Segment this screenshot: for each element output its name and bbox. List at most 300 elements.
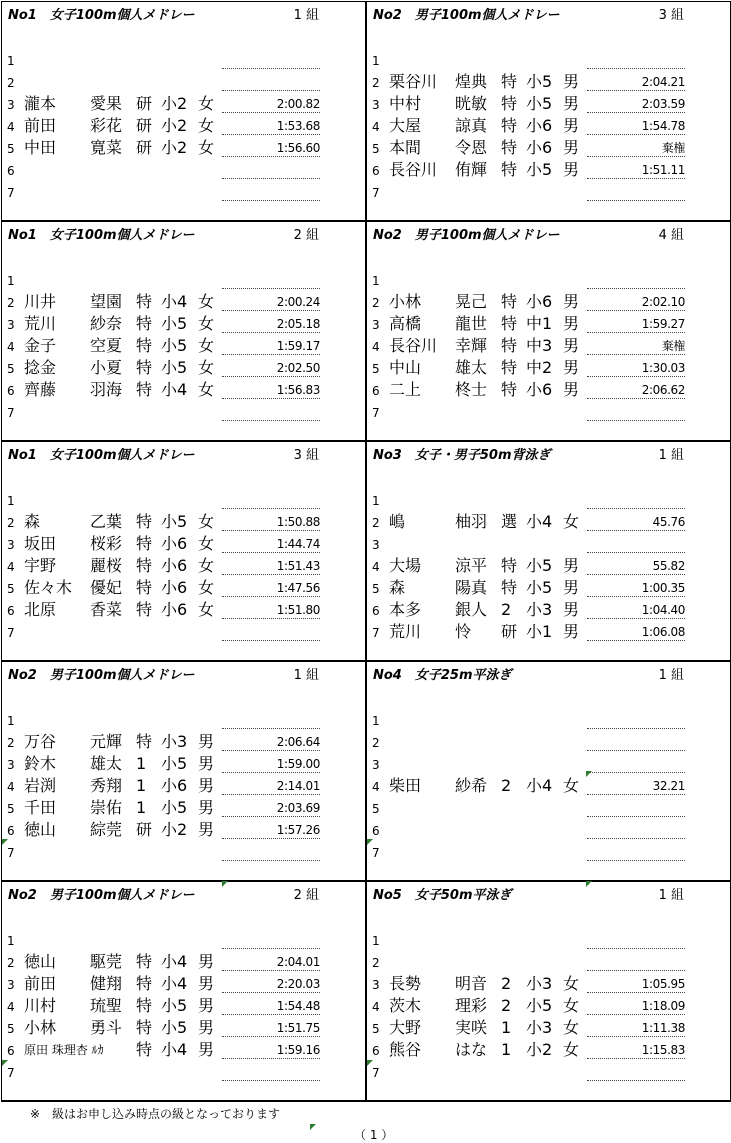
club-code: 特 xyxy=(136,1040,153,1059)
gender: 女 xyxy=(198,314,215,333)
entry-time: 1:00.35 xyxy=(587,580,685,597)
lane-row xyxy=(2,115,365,137)
lane-number: 2 xyxy=(7,76,15,90)
gender: 女 xyxy=(563,974,580,993)
entry-time: 2:00.82 xyxy=(222,96,320,113)
lane-row xyxy=(2,137,365,159)
entry-time: 2:04.01 xyxy=(222,954,320,971)
club-code: 研 xyxy=(136,820,153,839)
lane-number: 4 xyxy=(372,120,380,134)
lane-number: 7 xyxy=(7,626,15,640)
school-grade: 小5 xyxy=(526,160,553,179)
gender: 女 xyxy=(563,776,580,795)
lane-number: 2 xyxy=(7,736,15,750)
heat-number: 1 組 xyxy=(658,888,684,903)
gender: 女 xyxy=(198,534,215,553)
entry-time xyxy=(587,844,685,861)
club-code: 研 xyxy=(136,94,153,113)
comment-marker xyxy=(367,839,373,845)
entry-time xyxy=(222,272,320,289)
gender: 女 xyxy=(563,512,580,531)
event-title: No2 男子100m個人メドレー xyxy=(8,888,195,903)
gender: 女 xyxy=(198,292,215,311)
lane-number: 2 xyxy=(372,956,380,970)
lane-number: 5 xyxy=(372,1022,380,1036)
lane-number: 6 xyxy=(372,604,380,618)
school-grade: 小6 xyxy=(526,292,553,311)
lane-number: 2 xyxy=(372,516,380,530)
lane-row xyxy=(2,533,365,555)
club-code: 研 xyxy=(501,622,518,641)
club-code: 特 xyxy=(136,556,153,575)
swimmer-given-name: 龍世 xyxy=(455,314,488,333)
entry-time: 1:56.60 xyxy=(222,140,320,157)
entry-time: 45.76 xyxy=(587,514,685,531)
swimmer-surname: 栗谷川 xyxy=(389,72,438,91)
school-grade: 小6 xyxy=(161,578,188,597)
club-code: 特 xyxy=(136,732,153,751)
swimmer-given-name: 明音 xyxy=(455,974,488,993)
swimmer-surname: 鈴木 xyxy=(24,754,57,773)
swimmer-given-name: 涼平 xyxy=(455,556,488,575)
gender: 女 xyxy=(563,996,580,1015)
entry-time: 1:59.00 xyxy=(222,756,320,773)
lane-row xyxy=(367,115,730,137)
club-code: 1 xyxy=(136,776,147,795)
lane-row xyxy=(2,291,365,313)
page-number: （ 1 ） xyxy=(354,1128,394,1142)
swimmer-given-name: 羽海 xyxy=(90,380,123,399)
swimmer-given-name: 小夏 xyxy=(90,358,123,377)
lane-row xyxy=(2,357,365,379)
club-code: 特 xyxy=(136,534,153,553)
school-grade: 小4 xyxy=(161,380,188,399)
club-code: 特 xyxy=(136,380,153,399)
entry-time: 2:02.10 xyxy=(587,294,685,311)
school-grade: 小5 xyxy=(161,314,188,333)
club-code: 選 xyxy=(501,512,518,531)
entry-time: 1:06.08 xyxy=(587,624,685,641)
gender: 男 xyxy=(563,622,580,641)
club-code: 特 xyxy=(501,336,518,355)
lane-number: 5 xyxy=(7,802,15,816)
lane-row xyxy=(367,621,730,643)
entry-time: 1:50.88 xyxy=(222,514,320,531)
swimmer-surname: 小林 xyxy=(24,1018,57,1037)
entry-time xyxy=(587,932,685,949)
lane-number: 2 xyxy=(372,76,380,90)
swimmer-surname: 柴田 xyxy=(389,776,422,795)
lane-number: 1 xyxy=(372,54,380,68)
lane-row xyxy=(2,929,365,951)
gender: 男 xyxy=(563,600,580,619)
footer-note: ※ 級はお申し込み時点の級となっております xyxy=(30,1107,281,1121)
swimmer-surname: 瀧本 xyxy=(24,94,57,113)
school-grade: 小6 xyxy=(161,534,188,553)
gender: 男 xyxy=(198,754,215,773)
swimmer-given-name: 乙葉 xyxy=(90,512,123,531)
entry-time: 2:20.03 xyxy=(222,976,320,993)
lane-row xyxy=(367,511,730,533)
lane-number: 7 xyxy=(372,406,380,420)
event-title: No1 女子100m個人メドレー xyxy=(8,448,195,463)
entry-time: 2:05.18 xyxy=(222,316,320,333)
club-code: 研 xyxy=(136,138,153,157)
swimmer-given-name: 陽真 xyxy=(455,578,488,597)
lane-number: 2 xyxy=(7,516,15,530)
entry-time: 棄権 xyxy=(587,338,685,355)
school-grade: 小5 xyxy=(526,996,553,1015)
swimmer-surname: 佐々木 xyxy=(24,578,73,597)
gender: 男 xyxy=(198,952,215,971)
lane-number: 3 xyxy=(7,758,15,772)
swimmer-surname: 長勢 xyxy=(389,974,422,993)
swimmer-surname: 北原 xyxy=(24,600,57,619)
school-grade: 小5 xyxy=(526,556,553,575)
entry-time xyxy=(587,800,685,817)
comment-marker xyxy=(2,1060,8,1066)
lane-row xyxy=(2,49,365,71)
lane-row xyxy=(2,731,365,753)
lane-row xyxy=(367,599,730,621)
swimmer-surname: 森 xyxy=(389,578,406,597)
gender: 女 xyxy=(198,94,215,113)
school-grade: 小3 xyxy=(526,974,553,993)
school-grade: 小5 xyxy=(526,94,553,113)
club-code: 2 xyxy=(501,776,512,795)
lane-row xyxy=(367,731,730,753)
lane-row xyxy=(2,181,365,203)
entry-time xyxy=(222,492,320,509)
swimmer-surname: 中山 xyxy=(389,358,422,377)
lane-number: 1 xyxy=(7,54,15,68)
lane-row xyxy=(2,1061,365,1083)
entry-time: 1:51.75 xyxy=(222,1020,320,1037)
school-grade: 小4 xyxy=(161,1040,188,1059)
entry-time: 1:57.26 xyxy=(222,822,320,839)
lane-row xyxy=(2,973,365,995)
lane-number: 4 xyxy=(7,560,15,574)
school-grade: 小3 xyxy=(161,732,188,751)
entry-time: 1:11.38 xyxy=(587,1020,685,1037)
gender: 女 xyxy=(198,116,215,135)
swimmer-given-name: 実咲 xyxy=(455,1018,488,1037)
gender: 女 xyxy=(198,600,215,619)
lane-number: 1 xyxy=(372,714,380,728)
gender: 男 xyxy=(563,160,580,179)
club-code: 特 xyxy=(136,996,153,1015)
event-title: No2 男子100m個人メドレー xyxy=(373,228,560,243)
entry-time: 1:56.83 xyxy=(222,382,320,399)
lane-row xyxy=(2,995,365,1017)
lane-number: 7 xyxy=(372,186,380,200)
event-block xyxy=(367,2,730,220)
school-grade: 小6 xyxy=(161,600,188,619)
club-code: 特 xyxy=(136,358,153,377)
lane-row xyxy=(2,379,365,401)
gender: 女 xyxy=(198,138,215,157)
event-title: No2 男子100m個人メドレー xyxy=(8,668,195,683)
lane-row xyxy=(2,621,365,643)
school-grade: 小3 xyxy=(526,600,553,619)
gender: 女 xyxy=(198,512,215,531)
entry-time xyxy=(587,712,685,729)
club-code: 特 xyxy=(501,116,518,135)
swimmer-given-name: 侑輝 xyxy=(455,160,488,179)
event-block xyxy=(2,442,365,660)
swimmer-surname: 前田 xyxy=(24,116,57,135)
heat-number: 2 組 xyxy=(293,228,319,243)
lane-number: 6 xyxy=(7,824,15,838)
lane-number: 4 xyxy=(372,780,380,794)
swimmer-given-name: 令恩 xyxy=(455,138,488,157)
entry-time xyxy=(587,184,685,201)
heat-number: 2 組 xyxy=(293,888,319,903)
entry-time xyxy=(222,74,320,91)
swimmer-surname: 本間 xyxy=(389,138,422,157)
entry-time xyxy=(222,932,320,949)
lane-number: 3 xyxy=(372,538,380,552)
club-code: 研 xyxy=(136,116,153,135)
lane-row xyxy=(367,159,730,181)
entry-time: 1:54.78 xyxy=(587,118,685,135)
gender: 女 xyxy=(563,1040,580,1059)
swimmer-surname: 岩渕 xyxy=(24,776,57,795)
school-grade: 小1 xyxy=(526,622,553,641)
gender: 男 xyxy=(563,358,580,377)
swimmer-surname: 千田 xyxy=(24,798,57,817)
lane-row xyxy=(2,1039,365,1061)
swimmer-given-name: 彩花 xyxy=(90,116,123,135)
school-grade: 小6 xyxy=(526,138,553,157)
heat-number: 1 組 xyxy=(293,8,319,23)
entry-time: 2:06.64 xyxy=(222,734,320,751)
club-code: 特 xyxy=(136,578,153,597)
comment-marker xyxy=(222,881,228,887)
entry-time: 1:53.68 xyxy=(222,118,320,135)
entry-time: 2:06.62 xyxy=(587,382,685,399)
swimmer-given-name: 望園 xyxy=(90,292,123,311)
gender: 男 xyxy=(563,336,580,355)
entry-time xyxy=(587,822,685,839)
lane-row xyxy=(2,577,365,599)
lane-number: 3 xyxy=(372,758,380,772)
swimmer-given-name: 空夏 xyxy=(90,336,123,355)
swimmer-surname: 宇野 xyxy=(24,556,57,575)
school-grade: 小5 xyxy=(161,358,188,377)
school-grade: 小6 xyxy=(161,776,188,795)
lane-number: 6 xyxy=(372,1044,380,1058)
entry-time: 2:04.21 xyxy=(587,74,685,91)
swimmer-surname: 捻金 xyxy=(24,358,57,377)
entry-time: 1:04.40 xyxy=(587,602,685,619)
lane-row xyxy=(367,819,730,841)
lane-number: 4 xyxy=(7,1000,15,1014)
lane-row xyxy=(367,709,730,731)
lane-number: 5 xyxy=(7,1022,15,1036)
club-code: 特 xyxy=(501,314,518,333)
school-grade: 小4 xyxy=(161,952,188,971)
swimmer-surname: 小林 xyxy=(389,292,422,311)
swimmer-given-name: 優妃 xyxy=(90,578,123,597)
swimmer-surname: 齊藤 xyxy=(24,380,57,399)
lane-number: 7 xyxy=(7,186,15,200)
swimmer-given-name: 紗希 xyxy=(455,776,488,795)
swimmer-surname: 長谷川 xyxy=(389,160,438,179)
entry-time: 1:51.43 xyxy=(222,558,320,575)
school-grade: 小2 xyxy=(161,94,188,113)
lane-row xyxy=(367,555,730,577)
club-code: 特 xyxy=(501,380,518,399)
entry-time: 1:47.56 xyxy=(222,580,320,597)
lane-row xyxy=(367,137,730,159)
school-grade: 小5 xyxy=(161,512,188,531)
entry-time: 1:59.16 xyxy=(222,1042,320,1059)
entry-time xyxy=(222,162,320,179)
lane-number: 7 xyxy=(372,1066,380,1080)
lane-number: 5 xyxy=(7,142,15,156)
heat-sheet-grid xyxy=(1,1,731,1102)
lane-row xyxy=(2,489,365,511)
lane-row xyxy=(367,401,730,423)
lane-row xyxy=(2,599,365,621)
gender: 女 xyxy=(198,358,215,377)
swimmer-given-name: 勇斗 xyxy=(90,1018,123,1037)
lane-number: 3 xyxy=(372,98,380,112)
swimmer-given-name: 愛果 xyxy=(90,94,123,113)
swimmer-given-name: 元輝 xyxy=(90,732,123,751)
event-block xyxy=(2,662,365,880)
lane-row xyxy=(367,951,730,973)
gender: 女 xyxy=(198,556,215,575)
lane-row xyxy=(367,995,730,1017)
lane-number: 4 xyxy=(372,340,380,354)
lane-row xyxy=(2,555,365,577)
event-block xyxy=(367,882,730,1100)
swimmer-surname: 川井 xyxy=(24,292,57,311)
gender: 男 xyxy=(563,94,580,113)
gender: 男 xyxy=(198,1018,215,1037)
school-grade: 小2 xyxy=(161,116,188,135)
lane-number: 3 xyxy=(7,978,15,992)
swimmer-given-name: 幸輝 xyxy=(455,336,488,355)
swimmer-surname: 川村 xyxy=(24,996,57,1015)
lane-number: 4 xyxy=(7,120,15,134)
lane-row xyxy=(367,269,730,291)
swimmer-given-name: 煌典 xyxy=(455,72,488,91)
gender: 女 xyxy=(198,380,215,399)
swimmer-given-name: 紗奈 xyxy=(90,314,123,333)
entry-time xyxy=(222,184,320,201)
lane-row xyxy=(367,379,730,401)
lane-number: 6 xyxy=(7,1044,15,1058)
lane-row xyxy=(367,533,730,555)
swimmer-surname: 原田 珠理杏 ﾙｶ xyxy=(24,1043,104,1057)
entry-time: 1:44.74 xyxy=(222,536,320,553)
club-code: 特 xyxy=(501,72,518,91)
swimmer-surname: 荒川 xyxy=(24,314,57,333)
heat-number: 4 組 xyxy=(658,228,684,243)
lane-row xyxy=(2,753,365,775)
gender: 男 xyxy=(198,776,215,795)
lane-row xyxy=(367,577,730,599)
club-code: 特 xyxy=(136,314,153,333)
lane-row xyxy=(367,181,730,203)
lane-number: 6 xyxy=(372,384,380,398)
lane-number: 6 xyxy=(7,164,15,178)
lane-row xyxy=(2,841,365,863)
lane-row xyxy=(367,313,730,335)
lane-number: 4 xyxy=(7,780,15,794)
entry-time xyxy=(222,712,320,729)
lane-number: 3 xyxy=(7,538,15,552)
lane-row xyxy=(367,841,730,863)
lane-number: 1 xyxy=(7,274,15,288)
entry-time xyxy=(587,492,685,509)
swimmer-surname: 徳山 xyxy=(24,820,57,839)
swimmer-given-name: はな xyxy=(455,1040,488,1059)
swimmer-surname: 万谷 xyxy=(24,732,57,751)
lane-number: 5 xyxy=(372,802,380,816)
entry-time xyxy=(587,1064,685,1081)
swimmer-given-name: 桜彩 xyxy=(90,534,123,553)
lane-row xyxy=(2,401,365,423)
club-code: 1 xyxy=(501,1018,512,1037)
club-code: 1 xyxy=(136,754,147,773)
swimmer-surname: 中田 xyxy=(24,138,57,157)
heat-number: 1 組 xyxy=(293,668,319,683)
lane-number: 7 xyxy=(7,1066,15,1080)
lane-row xyxy=(367,753,730,775)
comment-marker xyxy=(310,1124,316,1130)
swimmer-surname: 嶋 xyxy=(389,512,406,531)
lane-row xyxy=(2,819,365,841)
lane-number: 3 xyxy=(7,318,15,332)
entry-time: 1:59.27 xyxy=(587,316,685,333)
club-code: 2 xyxy=(501,974,512,993)
school-grade: 小5 xyxy=(526,578,553,597)
swimmer-given-name: 雄太 xyxy=(455,358,488,377)
gender: 男 xyxy=(563,578,580,597)
school-grade: 小2 xyxy=(526,1040,553,1059)
gender: 男 xyxy=(198,798,215,817)
heat-number: 3 組 xyxy=(658,8,684,23)
gender: 男 xyxy=(563,380,580,399)
club-code: 特 xyxy=(136,600,153,619)
swimmer-surname: 熊谷 xyxy=(389,1040,422,1059)
lane-number: 2 xyxy=(7,296,15,310)
swimmer-surname: 大屋 xyxy=(389,116,422,135)
swimmer-given-name: 怜 xyxy=(455,622,472,641)
swimmer-given-name: 綜莞 xyxy=(90,820,123,839)
entry-time: 2:14.01 xyxy=(222,778,320,795)
lane-row xyxy=(367,49,730,71)
swimmer-given-name: 理彩 xyxy=(455,996,488,1015)
entry-time: 1:18.09 xyxy=(587,998,685,1015)
lane-row xyxy=(367,1061,730,1083)
swimmer-given-name: 柚羽 xyxy=(455,512,488,531)
school-grade: 小6 xyxy=(526,116,553,135)
lane-row xyxy=(367,797,730,819)
event-block xyxy=(2,2,365,220)
lane-row xyxy=(367,335,730,357)
swimmer-given-name: 雄太 xyxy=(90,754,123,773)
swimmer-given-name: 銀人 xyxy=(455,600,488,619)
heat-number: 1 組 xyxy=(658,668,684,683)
lane-number: 3 xyxy=(7,98,15,112)
school-grade: 小4 xyxy=(526,776,553,795)
lane-row xyxy=(2,797,365,819)
